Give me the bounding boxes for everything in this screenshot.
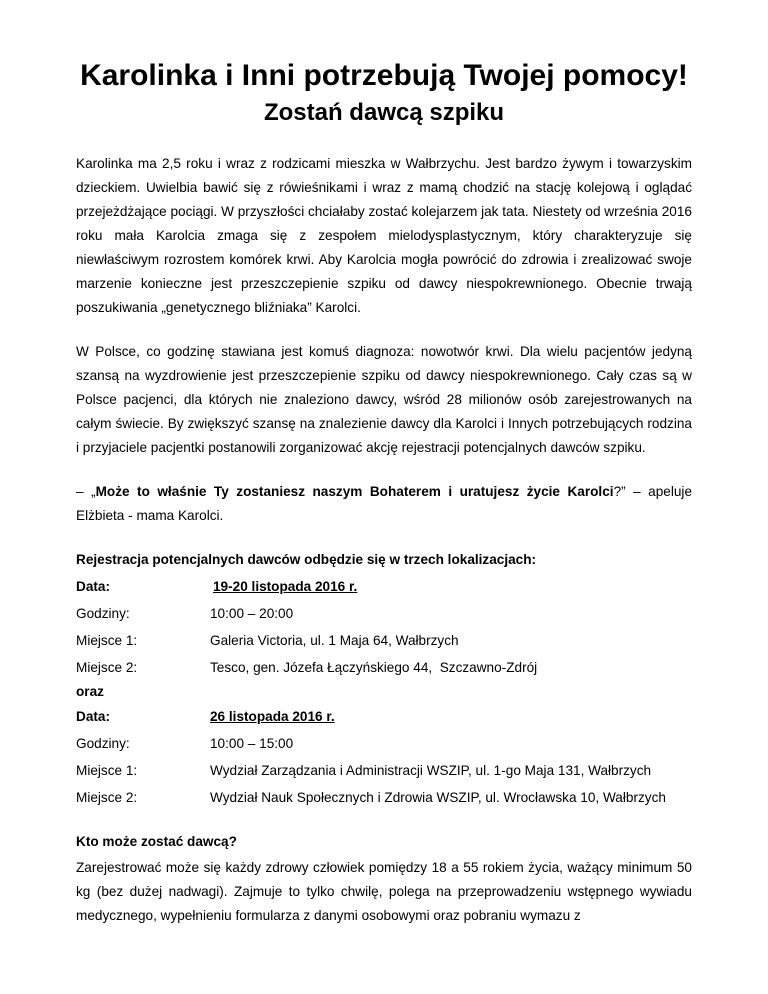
who-heading: Kto może zostać dawcą? [76,834,237,849]
who-paragraph: Zarejestrować może się każdy zdrowy człowiek pomiędzy 18 a 55 rokiem życia, ważący minimum 50 kg (bez dużej nadwagi). Zajmuje to tylko chwilę, polega na przeprowadzeniu wstępnego wywiadu medycznego, wypełnieniu formularza z danymi osobowymi oraz pobraniu wymazu z [76,860,692,923]
date-label: Data: [76,709,110,724]
event-2-date-row [76,705,692,729]
quote-prefix: – „ [76,484,96,499]
place1-label: Miejsce 1: [76,763,138,778]
place2-label: Miejsce 2: [76,660,138,675]
quote-suffix: ?” – apeluje Elżbieta - mama Karolci. [76,484,693,523]
event-1-place2-row [76,656,692,680]
event-1-hours-row [76,602,692,626]
event-2 [76,705,692,810]
event-1-date-row [76,575,692,599]
event-1 [76,575,692,680]
quote-bold: Może to właśnie Ty zostaniesz naszym Bohaterem i uratujesz życie Karolci [95,484,614,499]
hours-label: Godziny: [76,736,130,751]
event-2-hours-row [76,732,692,756]
place1-label: Miejsce 1: [76,633,138,648]
event-2-place1: Wydział Zarządzania i Administracji WSZIP, ul. 1-go Maja 131, Wałbrzych [210,763,652,778]
event-1-place1-row [76,629,692,653]
story-paragraph: Karolinka ma 2,5 roku i wraz z rodzicami mieszka w Wałbrzychu. Jest bardzo żywym i towarzyskim dzieckiem. Uwielbia bawić się z rówieśnikami i wraz z mamą chodzić na stację kolejową i oglądać przejeżdżające pociągi. W przyszłości chciałaby zostać kolejarzem jak tata. Niestety od września 2016 roku mała Karolcia zmaga się z zespołem mielodysplastycznym, który charakteryzuje się niewłaściwym rozrostem komórek krwi. Aby Karolcia mogła powrócić do zdrowia i zrealizować swoje marzenie konieczne jest przeszczepienie szpiku od dawcy niespokrewnionego. Obecnie trwają poszukiwania „genetycznego bliźniaka” Karolci. [76,156,692,315]
page-subtitle: Zostań dawcą szpiku [263,99,505,126]
info-paragraph: W Polsce, co godzinę stawiana jest komuś diagnoza: nowotwór krwi. Dla wielu pacjentów jedyną szansą na wyzdrowienie jest przeszczepienie szpiku od dawcy niespokrewnionego. Cały czas są w Polsce pacjenci, dla których nie znaleziono dawcy, wśród 28 milionów osób zarejestrowanych na całym świecie. By zwiększyć szansę na znalezienie dawcy dla Karolci i Innych potrzebujących rodzina i przyjaciele pacjentki postanowili zorganizować akcję rejestracji potencjalnych dawców szpiku. [76,344,692,455]
event-2-date: 26 listopada 2016 r. [210,709,335,724]
schedule-heading: Rejestracja potencjalnych dawców odbędzie się w trzech lokalizacjach: [76,552,537,567]
event-1-place1: Galeria Victoria, ul. 1 Maja 64, Wałbrzych [210,633,459,648]
event-2-place2: Wydział Nauk Społecznych i Zdrowia WSZIP, ul. Wrocławska 10, Wałbrzych [210,790,666,805]
page-title: Karolinka i Inni potrzebują Twojej pomocy! [80,59,688,92]
place2-label: Miejsce 2: [76,790,138,805]
event-1-date: 19-20 listopada 2016 r. [213,579,358,594]
date-label: Data: [76,579,110,594]
quote-paragraph [76,480,692,528]
hours-label: Godziny: [76,606,130,621]
event-2-place2-row [76,786,692,810]
and-separator: oraz [76,684,104,699]
event-2-place1-row [76,759,692,783]
event-2-hours: 10:00 – 15:00 [210,736,294,751]
event-1-place2: Tesco, gen. Józefa Łączyńskiego 44, Szczawno-Zdrój [210,660,538,675]
event-1-hours: 10:00 – 20:00 [210,606,294,621]
